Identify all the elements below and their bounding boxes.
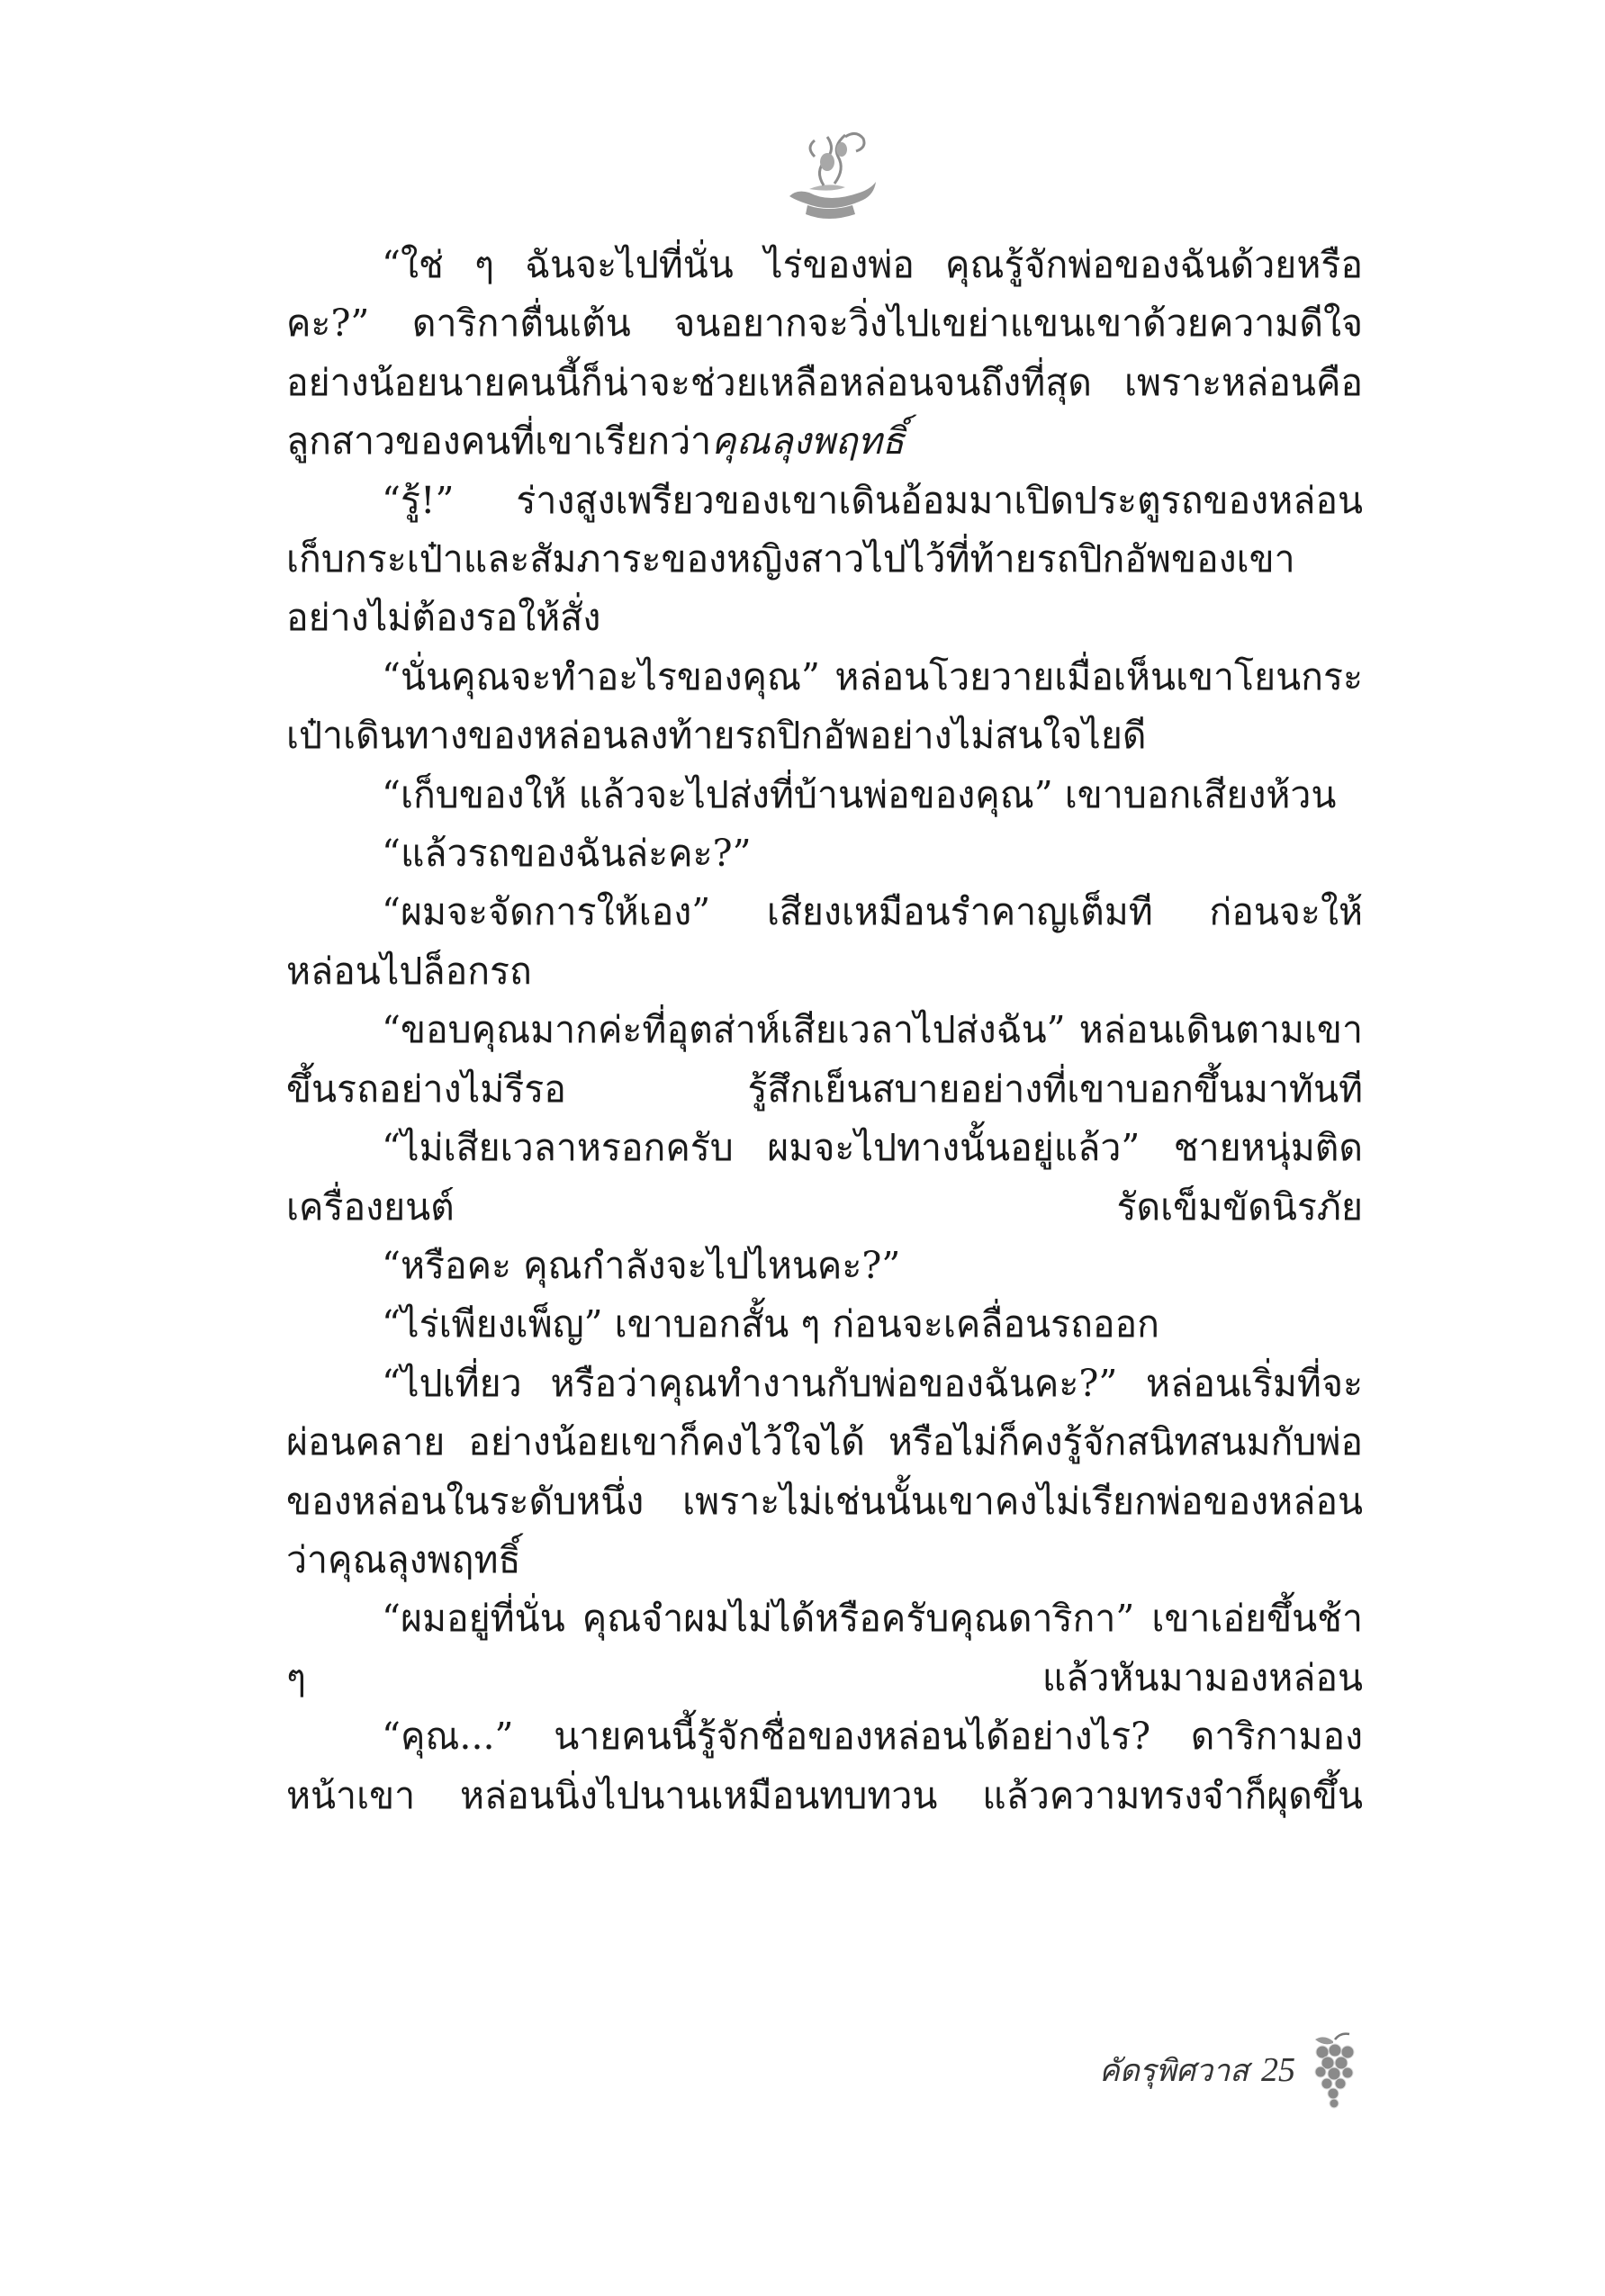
lamp-ornament-icon [770,126,887,230]
paragraph: “คุณ...” นายคนนี้รู้จักชื่อของหล่อนได้อย่างไร? ดาริกามองหน้าเขา หล่อนนิ่งไปนานเหมือนทบทวน แล้วความทรงจำก็ผุดขึ้น [286,1715,1363,1817]
grape-cluster-icon [1308,2030,1362,2110]
paragraph: “ขอบคุณมากค่ะที่อุตส่าห์เสียเวลาไปส่งฉัน” หล่อนเดินตามเขาขึ้นรถอย่างไม่รีรอ รู้สึกเย็นสบายอย่างที่เขาบอกขึ้นมาทันที [286,1008,1363,1111]
paragraph: “แล้วรถของฉันล่ะคะ?” [382,832,752,876]
page-number: 25 [1261,2051,1295,2089]
body-text [286,236,1363,1825]
paragraph: “ไม่เสียเวลาหรอกครับ ผมจะไปทางนั้นอยู่แล้ว” ชายหนุ่มติดเครื่องยนต์ รัดเข็มขัดนิรภัย [286,1126,1363,1229]
paragraph: “ไร่เพียงเพ็ญ” เขาบอกสั้น ๆ ก่อนจะเคลื่อนรถออก [382,1302,1159,1346]
paragraph: “เก็บของให้ แล้วจะไปส่งที่บ้านพ่อของคุณ” เขาบอกเสียงห้วน [382,772,1337,816]
paragraph: “ใช่ ๆ ฉันจะไปที่นั่น ไร่ของพ่อ คุณรู้จักพ่อของฉันด้วยหรือคะ?” ดาริกาตื่นเต้น จนอยากจะวิ่งไปเขย่าแขนเขาด้วยความดีใจ อย่างน้อยนายคนนี้ก็น่าจะช่วยเหลือหล่อนจนถึงที่สุด เพราะหล่อนคือลูกสาวของคนที่เขาเรียกว่าคุณลุงพฤทธิ์ [286,243,1363,464]
paragraph: “ผมจะจัดการให้เอง” เสียงเหมือนรำคาญเต็มที ก่อนจะให้หล่อนไปล็อกรถ [286,890,1363,993]
paragraph: “หรือคะ คุณกำลังจะไปไหนคะ?” [382,1243,901,1287]
paragraph: “นั่นคุณจะทำอะไรของคุณ” หล่อนโวยวายเมื่อเห็นเขาโยนกระเป๋าเดินทางของหล่อนลงท้ายรถปิกอัพอย่างไม่สนใจไยดี [286,654,1363,758]
page-footer [1099,2030,1362,2111]
italic-name: คุณลุงพฤทธิ์ [711,419,905,464]
footer-book-title: คัดรุพิศวาส [1098,2053,1249,2089]
paragraph: “ไปเที่ยว หรือว่าคุณทำงานกับพ่อของฉันคะ?” หล่อนเริ่มที่จะผ่อนคลาย อย่างน้อยเขาก็คงไว้ใจได้ หรือไม่ก็คงรู้จักสนิทสนมกับพ่อของหล่อนในระดับหนึ่ง เพราะไม่เช่นนั้นเขาคงไม่เรียกพ่อของหล่อนว่าคุณลุงพฤทธิ์ [286,1361,1363,1581]
paragraph: “ผมอยู่ที่นั่น คุณจำผมไม่ได้หรือครับคุณดาริกา” เขาเอ่ยขึ้นช้า ๆ แล้วหันมามองหล่อน [286,1597,1363,1699]
paragraph: “รู้!” ร่างสูงเพรียวของเขาเดินอ้อมมาเปิดประตูรถของหล่อน เก็บกระเป๋าและสัมภาระของหญิงสาวไปไว้ที่ท้ายรถปิกอัพของเขาอย่างไม่ต้องรอให้สั่ง [286,478,1363,640]
